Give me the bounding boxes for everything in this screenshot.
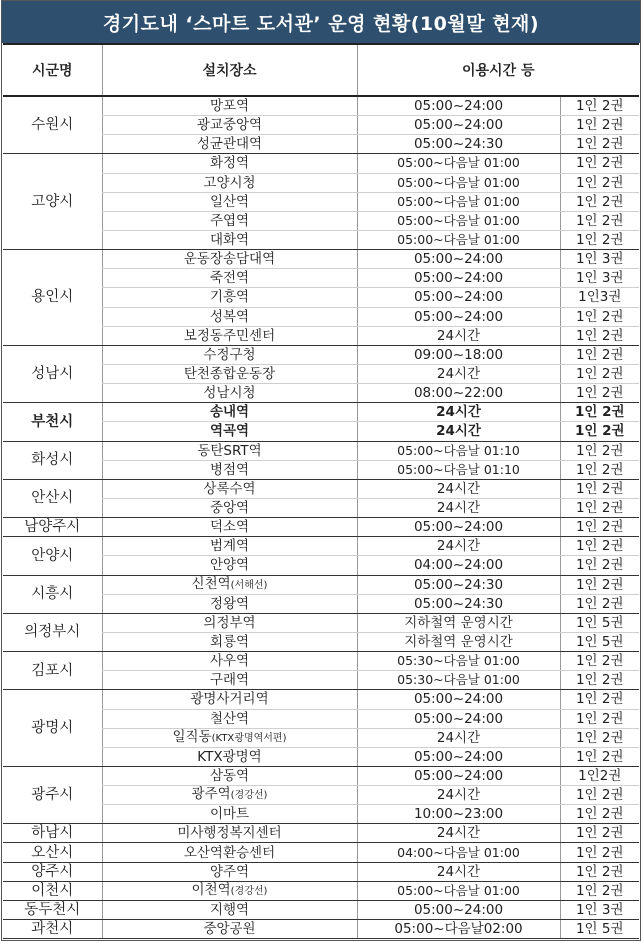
location-cell: [102, 498, 357, 517]
table-row: [3, 575, 639, 594]
location-cell: [102, 728, 357, 747]
location-cell: [102, 154, 357, 173]
document-frame: [1, 0, 641, 941]
table-row: [3, 843, 639, 862]
location-cell: [102, 594, 357, 613]
location-name: 병점역: [209, 461, 250, 478]
hours-cell: 지하철역 운영시간: [357, 632, 560, 651]
location-cell: [102, 537, 357, 556]
location-cell: [102, 441, 357, 460]
hours-cell: 24시간: [357, 422, 560, 441]
location-cell: [102, 479, 357, 498]
hours-cell: 05:00~24:00: [357, 766, 560, 785]
location-name: 오산역환승센터: [183, 844, 276, 861]
location-cell: [102, 269, 357, 288]
limit-cell: 1인 2권: [560, 843, 639, 862]
limit-cell: 1인 2권: [560, 441, 639, 460]
hours-cell: 05:30~다음날 01:00: [357, 652, 560, 671]
hours-cell: 05:00~다음날 01:00: [357, 154, 560, 173]
hours-cell: 05:00~24:30: [357, 135, 560, 154]
hours-cell: 05:00~24:30: [357, 594, 560, 613]
limit-cell: 1인 2권: [560, 307, 639, 326]
limit-cell: 1인 2권: [560, 652, 639, 671]
city-name: 광명시: [3, 690, 102, 767]
hours-cell: 05:00~24:00: [357, 518, 560, 537]
city-name: 성남시: [3, 345, 102, 402]
location-cell: [102, 422, 357, 441]
location-cell: [102, 632, 357, 651]
city-name: 수원시: [3, 96, 102, 154]
location-cell: [102, 652, 357, 671]
location-name: 중앙공원: [203, 921, 256, 938]
location-name: 철산역: [209, 710, 250, 727]
location-cell: [102, 766, 357, 785]
limit-cell: 1인 5권: [560, 632, 639, 651]
hours-cell: 05:00~다음날 01:00: [357, 192, 560, 211]
location-name: 양주역: [209, 863, 250, 880]
header-city: 시군명: [3, 44, 102, 96]
limit-cell: 1인 2권: [560, 728, 639, 747]
city-name: 시흥시: [3, 575, 102, 613]
table-row: [3, 690, 639, 709]
location-name: 역곡역: [209, 423, 250, 440]
hours-cell: 24시간: [357, 862, 560, 881]
location-name: 광교중앙역: [196, 117, 263, 134]
hours-cell: 09:00~18:00: [357, 345, 560, 364]
location-cell: [102, 671, 357, 690]
hours-cell: 05:30~다음날 01:00: [357, 671, 560, 690]
hours-cell: 24시간: [357, 403, 560, 422]
hours-cell: 05:00~다음날 01:00: [357, 881, 560, 900]
location-cell: [102, 211, 357, 230]
location-name: 죽전역: [209, 270, 250, 287]
limit-cell: 1인 2권: [560, 594, 639, 613]
location-note: (서해선): [230, 579, 268, 591]
limit-cell: 1인 2권: [560, 862, 639, 881]
limit-cell: 1인 2권: [560, 786, 639, 805]
city-name: 화성시: [3, 441, 102, 479]
table-row: [3, 518, 639, 537]
location-name: 삼동역: [209, 767, 250, 784]
hours-cell: 10:00~23:00: [357, 805, 560, 824]
limit-cell: 1인 2권: [560, 690, 639, 709]
hours-cell: 05:00~다음날02:00: [357, 920, 560, 939]
location-name: 성균관대역: [196, 136, 263, 153]
hours-cell: 05:00~24:00: [357, 709, 560, 728]
location-name: 회룡역: [209, 634, 250, 650]
limit-cell: 1인 2권: [560, 671, 639, 690]
location-name: 의정부역: [203, 614, 256, 631]
hours-cell: 24시간: [357, 786, 560, 805]
table-row: [3, 652, 639, 671]
location-name: 구래역: [209, 672, 250, 689]
limit-cell: 1인 2권: [560, 211, 639, 230]
header-hours: 이용시간 등: [357, 44, 639, 96]
city-name: 과천시: [3, 920, 102, 939]
table-row: [3, 537, 639, 556]
hours-cell: 05:00~24:00: [357, 307, 560, 326]
city-name: 부천시: [3, 403, 102, 441]
location-note: (경강선): [230, 790, 268, 802]
location-cell: [102, 900, 357, 919]
limit-cell: 1인3권: [560, 288, 639, 307]
location-cell: [102, 96, 357, 116]
location-cell: [102, 824, 357, 843]
location-name: 상록수역: [203, 480, 256, 497]
location-cell: [102, 575, 357, 594]
hours-cell: 24시간: [357, 728, 560, 747]
location-cell: [102, 613, 357, 632]
hours-cell: 24시간: [357, 326, 560, 345]
location-cell: [102, 307, 357, 326]
limit-cell: 1인 2권: [560, 96, 639, 116]
table-row: [3, 441, 639, 460]
table-row: [3, 900, 639, 919]
table-row: [3, 250, 639, 269]
limit-cell: 1인 2권: [560, 116, 639, 135]
table-row: [3, 96, 639, 116]
page-title: 경기도내 ‘스마트 도서관’ 운영 현황(10월말 현재): [2, 1, 640, 43]
table-row: [3, 403, 639, 422]
location-name: 지행역: [209, 901, 250, 918]
hours-cell: 24시간: [357, 537, 560, 556]
hours-cell: 05:00~24:00: [357, 900, 560, 919]
table-row: [3, 766, 639, 785]
table-header-row: [3, 44, 639, 96]
limit-cell: 1인 2권: [560, 403, 639, 422]
city-name: 안산시: [3, 479, 102, 517]
location-cell: [102, 920, 357, 939]
city-name: 의정부시: [3, 613, 102, 651]
city-name: 광주시: [3, 766, 102, 823]
city-name: 동두천시: [3, 900, 102, 919]
header-location: 설치장소: [102, 44, 357, 96]
city-name: 고양시: [3, 154, 102, 250]
limit-cell: 1인 3권: [560, 269, 639, 288]
location-cell: [102, 843, 357, 862]
location-note: (KTX광명역서편): [211, 732, 287, 744]
city-name: 안양시: [3, 537, 102, 575]
hours-cell: 04:00~다음날 01:00: [357, 843, 560, 862]
location-name: 운동장송담대역: [183, 251, 276, 268]
limit-cell: 1인 3권: [560, 900, 639, 919]
limit-cell: 1인 2권: [560, 518, 639, 537]
limit-cell: 1인 5권: [560, 613, 639, 632]
location-cell: [102, 250, 357, 269]
hours-cell: 05:00~다음날 01:10: [357, 441, 560, 460]
hours-cell: 24시간: [357, 824, 560, 843]
hours-cell: 05:00~다음날 01:00: [357, 230, 560, 249]
location-name: 안양역: [209, 557, 250, 574]
location-name: 탄천종합운동장: [183, 366, 276, 383]
location-name: KTX광명역: [197, 748, 262, 765]
table-row: [3, 613, 639, 632]
location-name: 기흥역: [209, 289, 250, 306]
location-cell: [102, 116, 357, 135]
limit-cell: 1인 2권: [560, 384, 639, 403]
hours-cell: 05:00~24:00: [357, 288, 560, 307]
city-name: 양주시: [3, 862, 102, 881]
limit-cell: 1인 2권: [560, 135, 639, 154]
limit-cell: 1인 2권: [560, 364, 639, 383]
location-cell: [102, 881, 357, 900]
location-cell: [102, 862, 357, 881]
table-row: [3, 824, 639, 843]
city-name: 용인시: [3, 250, 102, 346]
city-name: 이천시: [3, 881, 102, 900]
table-row: [3, 920, 639, 939]
hours-cell: 24시간: [357, 364, 560, 383]
location-cell: [102, 518, 357, 537]
location-cell: [102, 690, 357, 709]
table-row: [3, 881, 639, 900]
location-name: 망포역: [209, 98, 250, 115]
location-cell: [102, 709, 357, 728]
location-cell: [102, 173, 357, 192]
limit-cell: 1인 2권: [560, 881, 639, 900]
hours-cell: 08:00~22:00: [357, 384, 560, 403]
location-cell: [102, 345, 357, 364]
hours-cell: 24시간: [357, 498, 560, 517]
location-cell: [102, 384, 357, 403]
location-cell: [102, 805, 357, 824]
city-name: 하남시: [3, 824, 102, 843]
limit-cell: 1인 2권: [560, 498, 639, 517]
hours-cell: 04:00~24:00: [357, 556, 560, 575]
hours-cell: 05:00~다음날 01:00: [357, 211, 560, 230]
location-name: 송내역: [209, 404, 250, 421]
limit-cell: 1인 2권: [560, 537, 639, 556]
location-cell: [102, 747, 357, 766]
location-name: 수정구청: [203, 346, 256, 363]
location-cell: [102, 364, 357, 383]
location-name: 중앙역: [209, 500, 250, 517]
location-name: 동탄SRT역: [197, 442, 262, 459]
location-cell: [102, 230, 357, 249]
limit-cell: 1인 2권: [560, 326, 639, 345]
limit-cell: 1인 2권: [560, 154, 639, 173]
location-name: 광주역: [191, 786, 231, 803]
limit-cell: 1인 2권: [560, 575, 639, 594]
hours-cell: 05:00~다음날 01:00: [357, 173, 560, 192]
hours-cell: 05:00~24:00: [357, 690, 560, 709]
location-name: 대화역: [209, 232, 250, 249]
limit-cell: 1인 2권: [560, 805, 639, 824]
limit-cell: 1인 5권: [560, 920, 639, 939]
table-row: [3, 345, 639, 364]
hours-cell: 05:00~24:00: [357, 747, 560, 766]
location-name: 이마트: [209, 806, 250, 823]
limit-cell: 1인 2권: [560, 173, 639, 192]
location-name: 성남시청: [203, 385, 256, 402]
location-name: 신천역: [191, 575, 231, 592]
hours-cell: 05:00~24:30: [357, 575, 560, 594]
location-cell: [102, 786, 357, 805]
location-name: 광명사거리역: [190, 691, 269, 708]
city-name: 남양주시: [3, 518, 102, 537]
location-name: 이천역: [191, 881, 231, 898]
limit-cell: 1인 2권: [560, 556, 639, 575]
limit-cell: 1인 2권: [560, 824, 639, 843]
limit-cell: 1인2권: [560, 766, 639, 785]
limit-cell: 1인 2권: [560, 460, 639, 479]
location-name: 일산역: [209, 193, 250, 210]
limit-cell: 1인 2권: [560, 230, 639, 249]
limit-cell: 1인 2권: [560, 709, 639, 728]
city-name: 오산시: [3, 843, 102, 862]
location-cell: [102, 135, 357, 154]
limit-cell: 1인 2권: [560, 192, 639, 211]
location-note: (경강선): [230, 885, 268, 897]
location-cell: [102, 460, 357, 479]
location-name: 일직동: [172, 728, 212, 745]
hours-cell: 05:00~다음날 01:10: [357, 460, 560, 479]
location-name: 덕소역: [209, 519, 250, 536]
hours-cell: 05:00~24:00: [357, 96, 560, 116]
location-name: 고양시청: [203, 174, 256, 191]
limit-cell: 1인 2권: [560, 345, 639, 364]
location-name: 보정동주민센터: [183, 327, 276, 344]
table-row: [3, 479, 639, 498]
hours-cell: 24시간: [357, 479, 560, 498]
city-name: 김포시: [3, 652, 102, 690]
table-row: [3, 862, 639, 881]
hours-cell: 지하철역 운영시간: [357, 613, 560, 632]
location-name: 미사행정복지센터: [177, 825, 282, 842]
library-table: [3, 43, 639, 939]
location-cell: [102, 326, 357, 345]
location-name: 정왕역: [209, 595, 250, 612]
limit-cell: 1인 2권: [560, 747, 639, 766]
location-name: 주엽역: [209, 212, 250, 229]
table-row: [3, 154, 639, 173]
hours-cell: 05:00~24:00: [357, 250, 560, 269]
location-name: 사우역: [209, 653, 250, 670]
limit-cell: 1인 2권: [560, 422, 639, 441]
location-cell: [102, 556, 357, 575]
hours-cell: 05:00~24:00: [357, 269, 560, 288]
location-cell: [102, 192, 357, 211]
limit-cell: 1인 3권: [560, 250, 639, 269]
location-cell: [102, 288, 357, 307]
limit-cell: 1인 2권: [560, 479, 639, 498]
table-body: [3, 96, 639, 939]
hours-cell: 05:00~24:00: [357, 116, 560, 135]
location-name: 범계역: [209, 538, 250, 555]
location-name: 성복역: [209, 308, 250, 325]
location-name: 화정역: [209, 155, 250, 172]
location-cell: [102, 403, 357, 422]
